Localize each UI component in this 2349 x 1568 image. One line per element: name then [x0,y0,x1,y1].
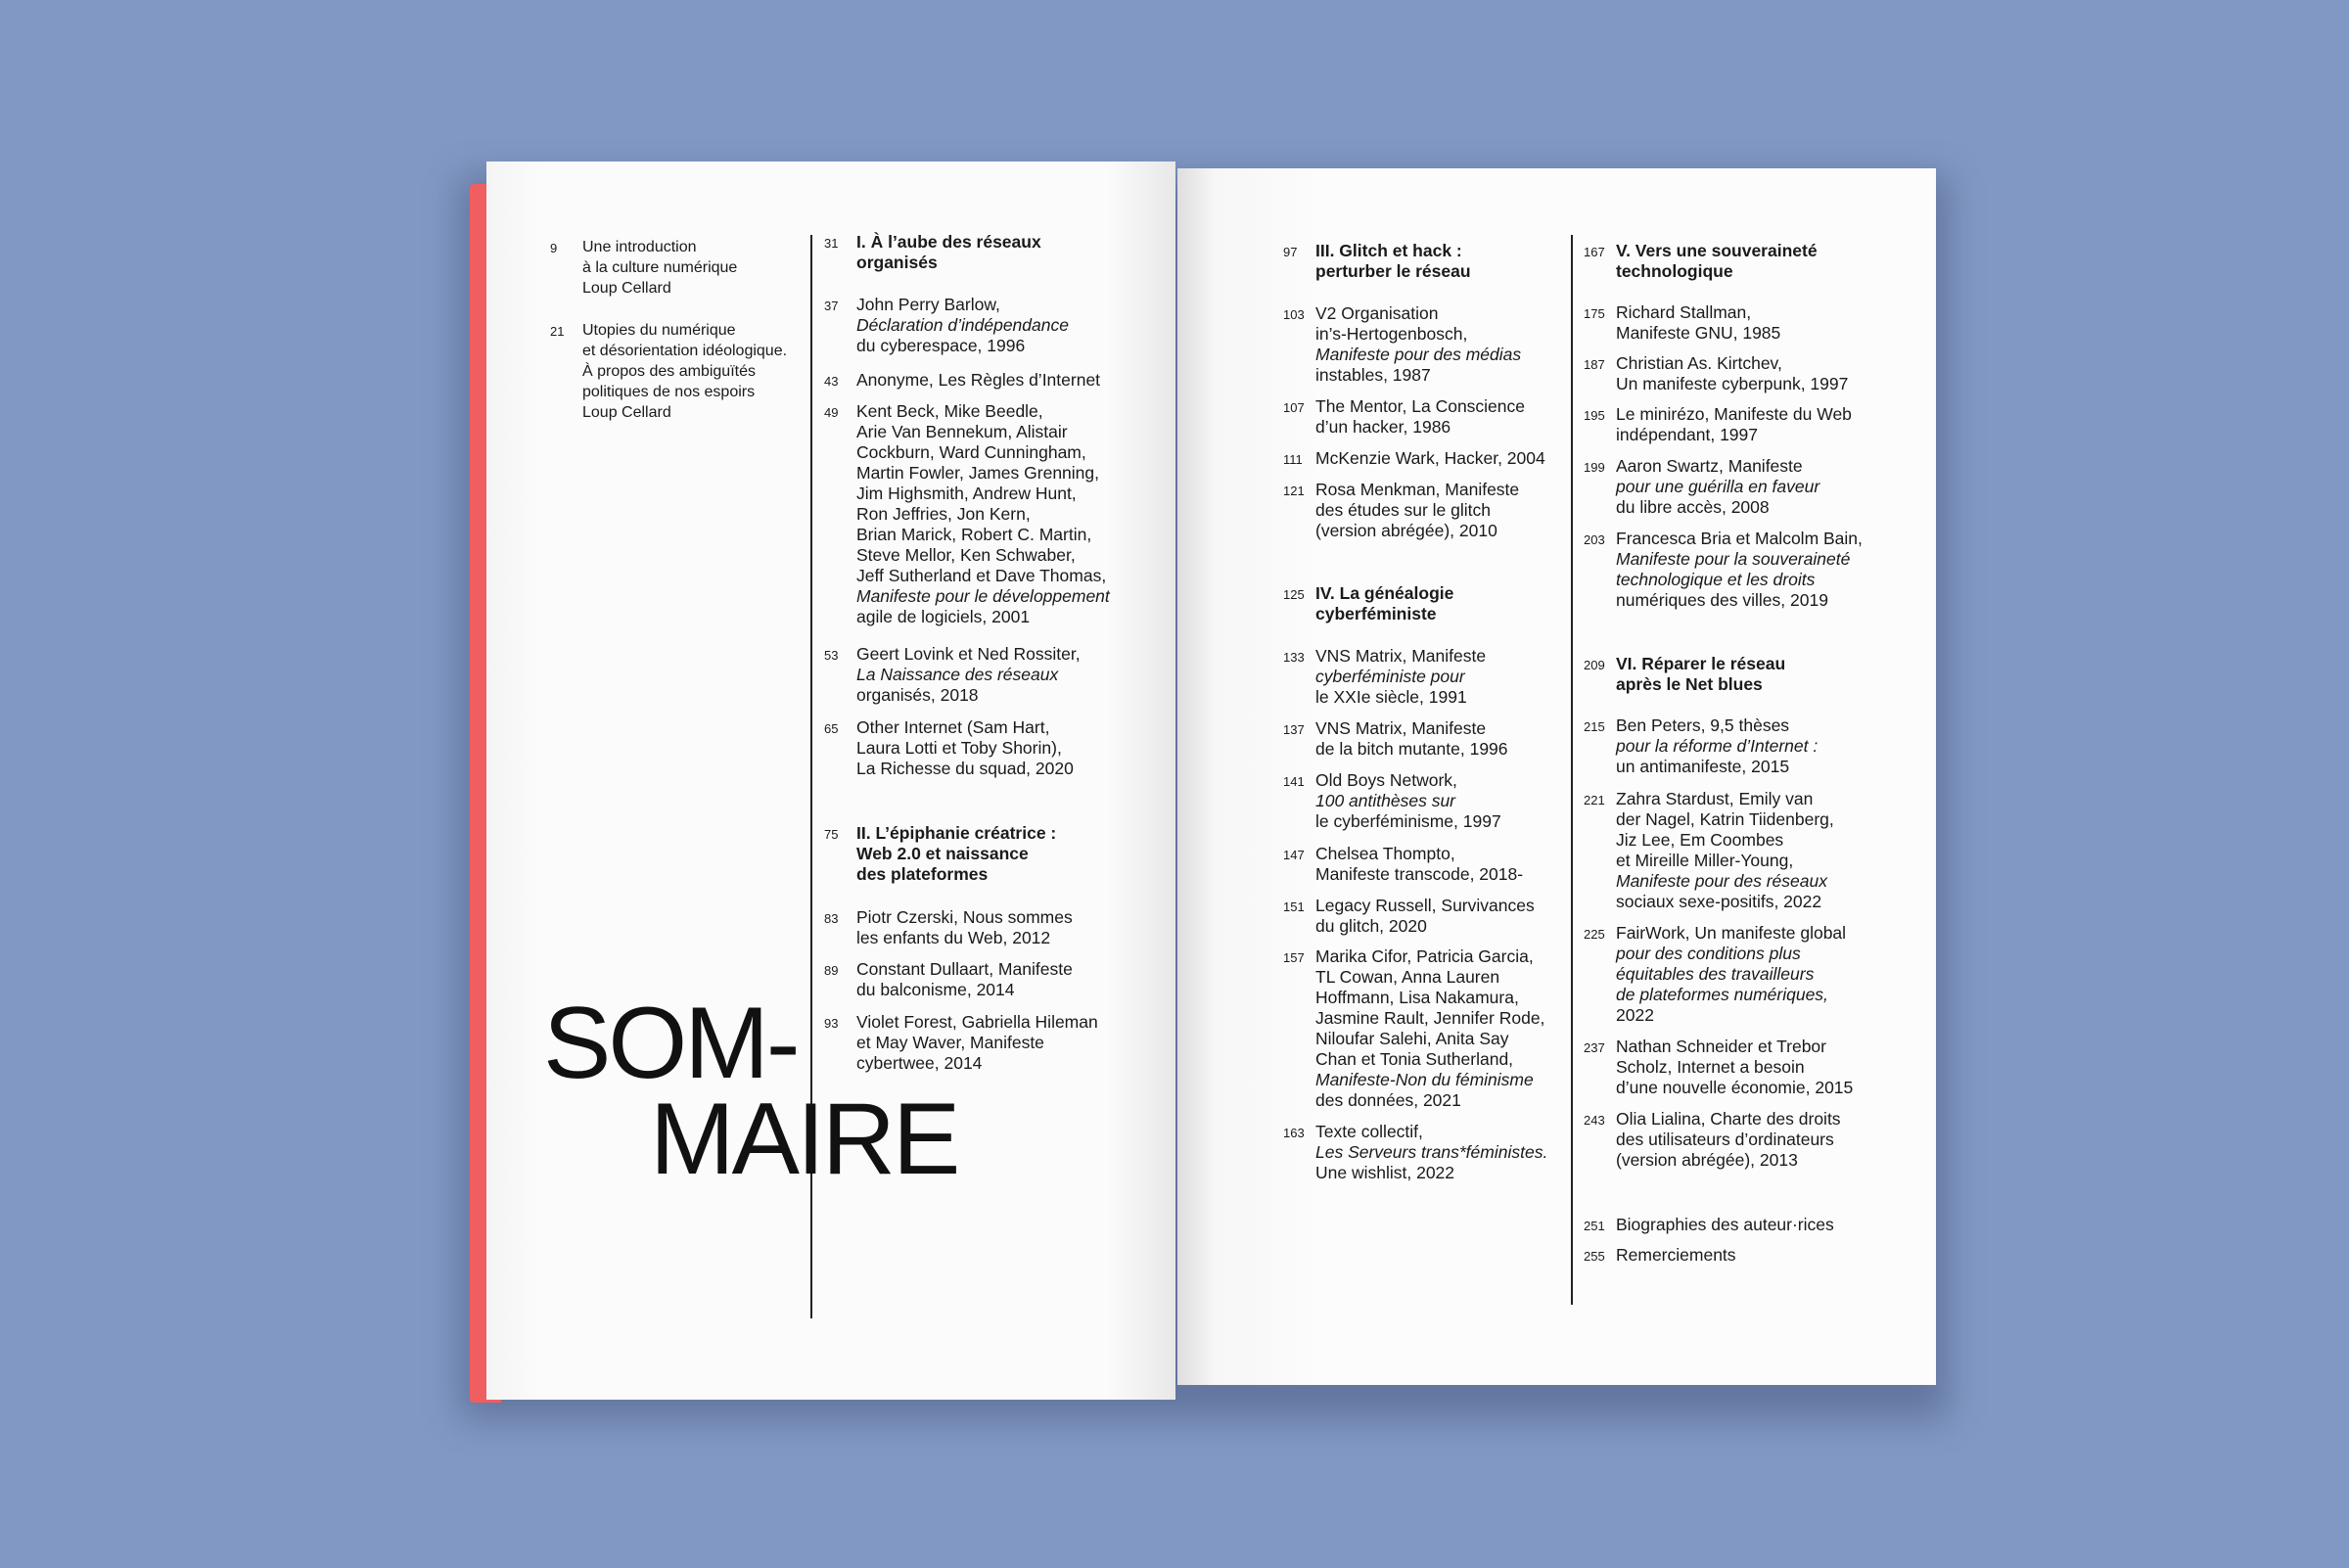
toc-entry[interactable] [1283,844,1580,885]
page-number: 199 [1584,460,1605,475]
page-number: 111 [1283,452,1303,467]
toc-entry[interactable] [550,237,827,299]
toc-entry[interactable] [1283,1122,1580,1183]
toc-entry[interactable] [1584,404,1880,445]
left-page [486,161,1175,1400]
entry-text: Richard Stallman, Manifeste GNU, 1985 [1616,302,1781,343]
entry-text: Texte collectif, Les Serveurs trans*féministes. Une wishlist, 2022 [1315,1122,1548,1182]
page-number: 125 [1283,587,1305,602]
page-number: 133 [1283,650,1305,665]
toc-section[interactable] [1584,241,1880,282]
toc-entry[interactable] [1283,480,1580,541]
entry-text: The Mentor, La Conscience d’un hacker, 1986 [1315,396,1526,437]
entry-text: Francesca Bria et Malcolm Bain, Manifeste pour la souveraineté technologique et les droits numériques des villes, 2019 [1616,529,1863,610]
toc-entry[interactable] [1283,303,1580,386]
page-number: 187 [1584,357,1605,372]
page-number: 147 [1283,848,1305,862]
toc-entry[interactable] [824,370,1121,391]
page-number: 251 [1584,1219,1605,1233]
entry-text: VNS Matrix, Manifeste cyberféministe pour le XXIe siècle, 1991 [1315,646,1487,707]
toc-entry[interactable] [1584,529,1880,611]
toc-entry[interactable] [550,320,827,423]
entry-text: Le minirézo, Manifeste du Web indépendant, 1997 [1616,404,1852,444]
page-number: 225 [1584,927,1605,942]
entry-text: Utopies du numérique et désorientation idéologique. À propos des ambiguïtés politiques de nos espoirs Loup Cellard [582,322,788,421]
entry-text: Marika Cifor, Patricia Garcia, TL Cowan, Anna Lauren Hoffmann, Lisa Nakamura, Jasmine Rault, Jennifer Rode, Niloufar Salehi, Anita Say Chan et Tonia Sutherland, Manifeste-Non du féminisme des données, 2021 [1315,946,1545,1110]
toc-entry[interactable] [1283,448,1580,469]
page-number: 97 [1283,245,1298,259]
entry-text: Other Internet (Sam Hart, Laura Lotti et Toby Shorin), La Richesse du squad, 2020 [856,717,1074,778]
toc-section[interactable] [1283,241,1580,282]
entry-text: V2 Organisation in’s-Hertogenbosch, Manifeste pour des médias instables, 1987 [1315,303,1522,385]
entry-text: Christian As. Kirtchev, Un manifeste cyberpunk, 1997 [1616,353,1849,393]
entry-text: Piotr Czerski, Nous sommes les enfants du Web, 2012 [856,907,1073,947]
entry-text: Rosa Menkman, Manifeste des études sur le glitch (version abrégée), 2010 [1315,480,1520,540]
toc-entry[interactable] [824,295,1121,356]
toc-entry[interactable] [824,401,1121,627]
page-title: SOM- MAIRE [543,987,958,1196]
entry-text: FairWork, Un manifeste global pour des conditions plus équitables des travailleurs de plateformes numériques, 2022 [1616,923,1847,1025]
entry-text: Constant Dullaart, Manifeste du balconisme, 2014 [856,959,1073,999]
toc-entry[interactable] [1584,1245,1880,1266]
toc-entry[interactable] [1283,946,1580,1111]
toc-entry[interactable] [1584,353,1880,394]
toc-entry[interactable] [824,717,1121,779]
toc-entry[interactable] [1584,715,1880,777]
page-number: 215 [1584,719,1605,734]
page-number: 137 [1283,722,1305,737]
page-number: 237 [1584,1040,1605,1055]
page-number: 209 [1584,658,1605,672]
section-title: VI. Réparer le réseau après le Net blues [1616,654,1786,694]
toc-entry[interactable] [1584,302,1880,344]
toc-entry[interactable] [1283,896,1580,937]
page-number: 175 [1584,306,1605,321]
page-number: 103 [1283,307,1305,322]
entry-text: Anonyme, Les Règles d’Internet [856,370,1101,390]
entry-text: McKenzie Wark, Hacker, 2004 [1315,448,1545,468]
toc-entry[interactable] [1283,770,1580,832]
page-number: 93 [824,1016,839,1031]
page-number: 121 [1283,484,1305,498]
page-number: 141 [1283,774,1305,789]
page-number: 195 [1584,408,1605,423]
toc-section[interactable] [1283,583,1580,624]
page-number: 75 [824,827,839,842]
page-number: 37 [824,299,839,313]
entry-text: Nathan Schneider et Trebor Scholz, Internet a besoin d’une nouvelle économie, 2015 [1616,1037,1854,1097]
page-number: 107 [1283,400,1305,415]
page-number: 203 [1584,532,1605,547]
toc-entry[interactable] [1584,1109,1880,1171]
entry-text: Aaron Swartz, Manifeste pour une guérilla en faveur du libre accès, 2008 [1616,456,1820,517]
toc-entry[interactable] [824,959,1121,1000]
entry-text: Remerciements [1616,1245,1736,1265]
entry-text: Olia Lialina, Charte des droits des utilisateurs d’ordinateurs (version abrégée), 2013 [1616,1109,1841,1170]
page-number: 31 [824,236,839,251]
section-title: V. Vers une souveraineté technologique [1616,241,1818,281]
page-number: 157 [1283,950,1305,965]
entry-text: Ben Peters, 9,5 thèses pour la réforme d’Internet : un antimanifeste, 2015 [1616,715,1819,776]
toc-entry[interactable] [1584,923,1880,1026]
page-number: 255 [1584,1249,1605,1264]
page-number: 9 [550,241,558,255]
page-number: 163 [1283,1126,1305,1140]
toc-section[interactable] [824,232,1121,273]
toc-entry[interactable] [1283,396,1580,438]
entry-text: Kent Beck, Mike Beedle, Arie Van Bennekum, Alistair Cockburn, Ward Cunningham, Martin Fowler, James Grenning, Jim Highsmith, Andrew Hunt, Ron Jeffries, Jon Kern, Brian Marick, Robert C. Martin, Steve Mellor, Ken Schwaber, Jeff Sutherland et Dave Thomas, Manifeste pour le développement agile de logiciels, 2001 [856,401,1110,626]
entry-text: Legacy Russell, Survivances du glitch, 2020 [1315,896,1535,936]
entry-text: Geert Lovink et Ned Rossiter, La Naissance des réseaux organisés, 2018 [856,644,1081,705]
toc-entry[interactable] [1584,456,1880,518]
page-number: 21 [550,324,565,339]
toc-entry[interactable] [1584,789,1880,912]
page-number: 83 [824,911,839,926]
entry-text: Old Boys Network, 100 antithèses sur le cyberféminisme, 1997 [1315,770,1501,831]
section-title: III. Glitch et hack : perturber le réseau [1315,241,1471,281]
entry-text: Une introduction à la culture numérique Loup Cellard [582,239,738,297]
section-title: I. À l’aube des réseaux organisés [856,232,1041,272]
toc-entry[interactable] [824,644,1121,706]
entry-text: VNS Matrix, Manifeste de la bitch mutante, 1996 [1315,718,1508,759]
page-number: 221 [1584,793,1605,807]
page-number: 53 [824,648,839,663]
toc-section[interactable] [1584,654,1880,695]
page-number: 65 [824,721,839,736]
entry-text: John Perry Barlow, Déclaration d’indépendance du cyberespace, 1996 [856,295,1069,355]
entry-text: Biographies des auteur·rices [1616,1215,1834,1234]
page-number: 151 [1283,899,1305,914]
page-number: 167 [1584,245,1605,259]
toc-entry[interactable] [1283,718,1580,760]
page-number: 89 [824,963,839,978]
toc-section[interactable] [824,823,1121,885]
section-title: IV. La généalogie cyberféministe [1315,583,1454,623]
right-page [1177,168,1936,1385]
page-number: 243 [1584,1113,1605,1128]
entry-text: Violet Forest, Gabriella Hileman et May Waver, Manifeste cybertwee, 2014 [856,1012,1098,1073]
entry-text: Zahra Stardust, Emily van der Nagel, Katrin Tiidenberg, Jiz Lee, Em Coombes et Mireille Miller-Young, Manifeste pour des réseaux sociaux sexe-positifs, 2022 [1616,789,1834,911]
toc-entry[interactable] [1584,1037,1880,1098]
toc-entry[interactable] [1584,1215,1880,1235]
page-number: 49 [824,405,839,420]
toc-entry[interactable] [824,907,1121,948]
page-number: 43 [824,374,839,389]
entry-text: Chelsea Thompto, Manifeste transcode, 2018- [1315,844,1524,884]
toc-entry[interactable] [1283,646,1580,708]
toc-entry[interactable] [824,1012,1121,1074]
section-title: II. L’épiphanie créatrice : Web 2.0 et naissance des plateformes [856,823,1057,884]
